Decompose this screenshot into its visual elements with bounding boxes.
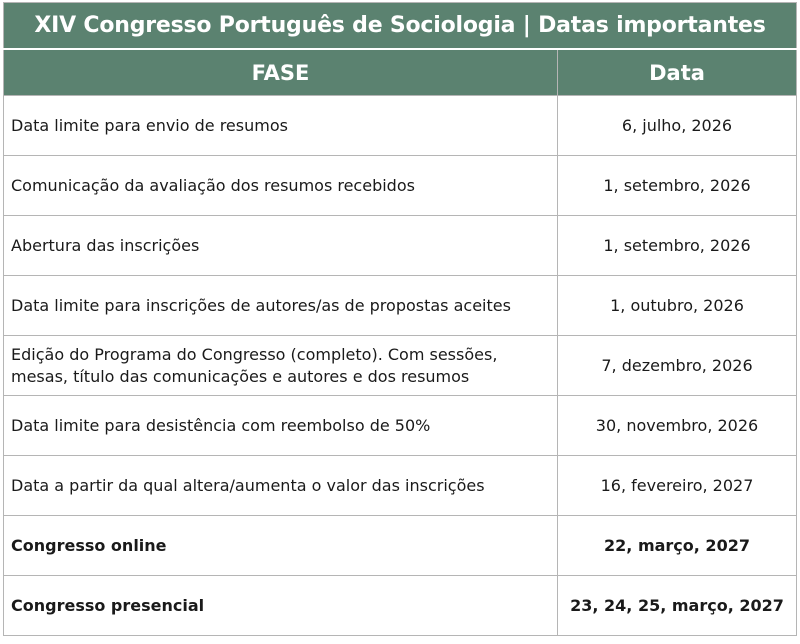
fase-cell: Congresso presencial [4, 576, 558, 636]
column-header-data: Data [558, 49, 797, 96]
table-row [4, 576, 797, 636]
date-cell: 6, julho, 2026 [558, 96, 797, 156]
date-cell: 1, outubro, 2026 [558, 276, 797, 336]
table-row [4, 396, 797, 456]
date-cell: 22, março, 2027 [558, 516, 797, 576]
important-dates-table [3, 2, 797, 636]
table-row [4, 456, 797, 516]
fase-cell: Data limite para envio de resumos [4, 96, 558, 156]
fase-cell: Abertura das inscrições [4, 216, 558, 276]
date-cell: 7, dezembro, 2026 [558, 336, 797, 396]
fase-cell: Data a partir da qual altera/aumenta o valor das inscrições [4, 456, 558, 516]
date-cell: 1, setembro, 2026 [558, 216, 797, 276]
table-row [4, 516, 797, 576]
date-cell: 1, setembro, 2026 [558, 156, 797, 216]
table-title: XIV Congresso Português de Sociologia | Datas importantes [4, 3, 797, 50]
table-row [4, 96, 797, 156]
date-cell: 23, 24, 25, março, 2027 [558, 576, 797, 636]
table-header-row [4, 49, 797, 96]
table-row [4, 276, 797, 336]
fase-cell: Edição do Programa do Congresso (completo). Com sessões, mesas, título das comunicações e autores e dos resumos [4, 336, 558, 396]
fase-cell: Data limite para inscrições de autores/as de propostas aceites [4, 276, 558, 336]
table-row [4, 156, 797, 216]
table-title-row [4, 3, 797, 50]
fase-cell: Comunicação da avaliação dos resumos recebidos [4, 156, 558, 216]
table-row [4, 336, 797, 396]
fase-cell: Data limite para desistência com reembolso de 50% [4, 396, 558, 456]
column-header-fase: FASE [4, 49, 558, 96]
fase-cell: Congresso online [4, 516, 558, 576]
date-cell: 16, fevereiro, 2027 [558, 456, 797, 516]
dates-table-container [3, 2, 796, 640]
date-cell: 30, novembro, 2026 [558, 396, 797, 456]
table-row [4, 216, 797, 276]
